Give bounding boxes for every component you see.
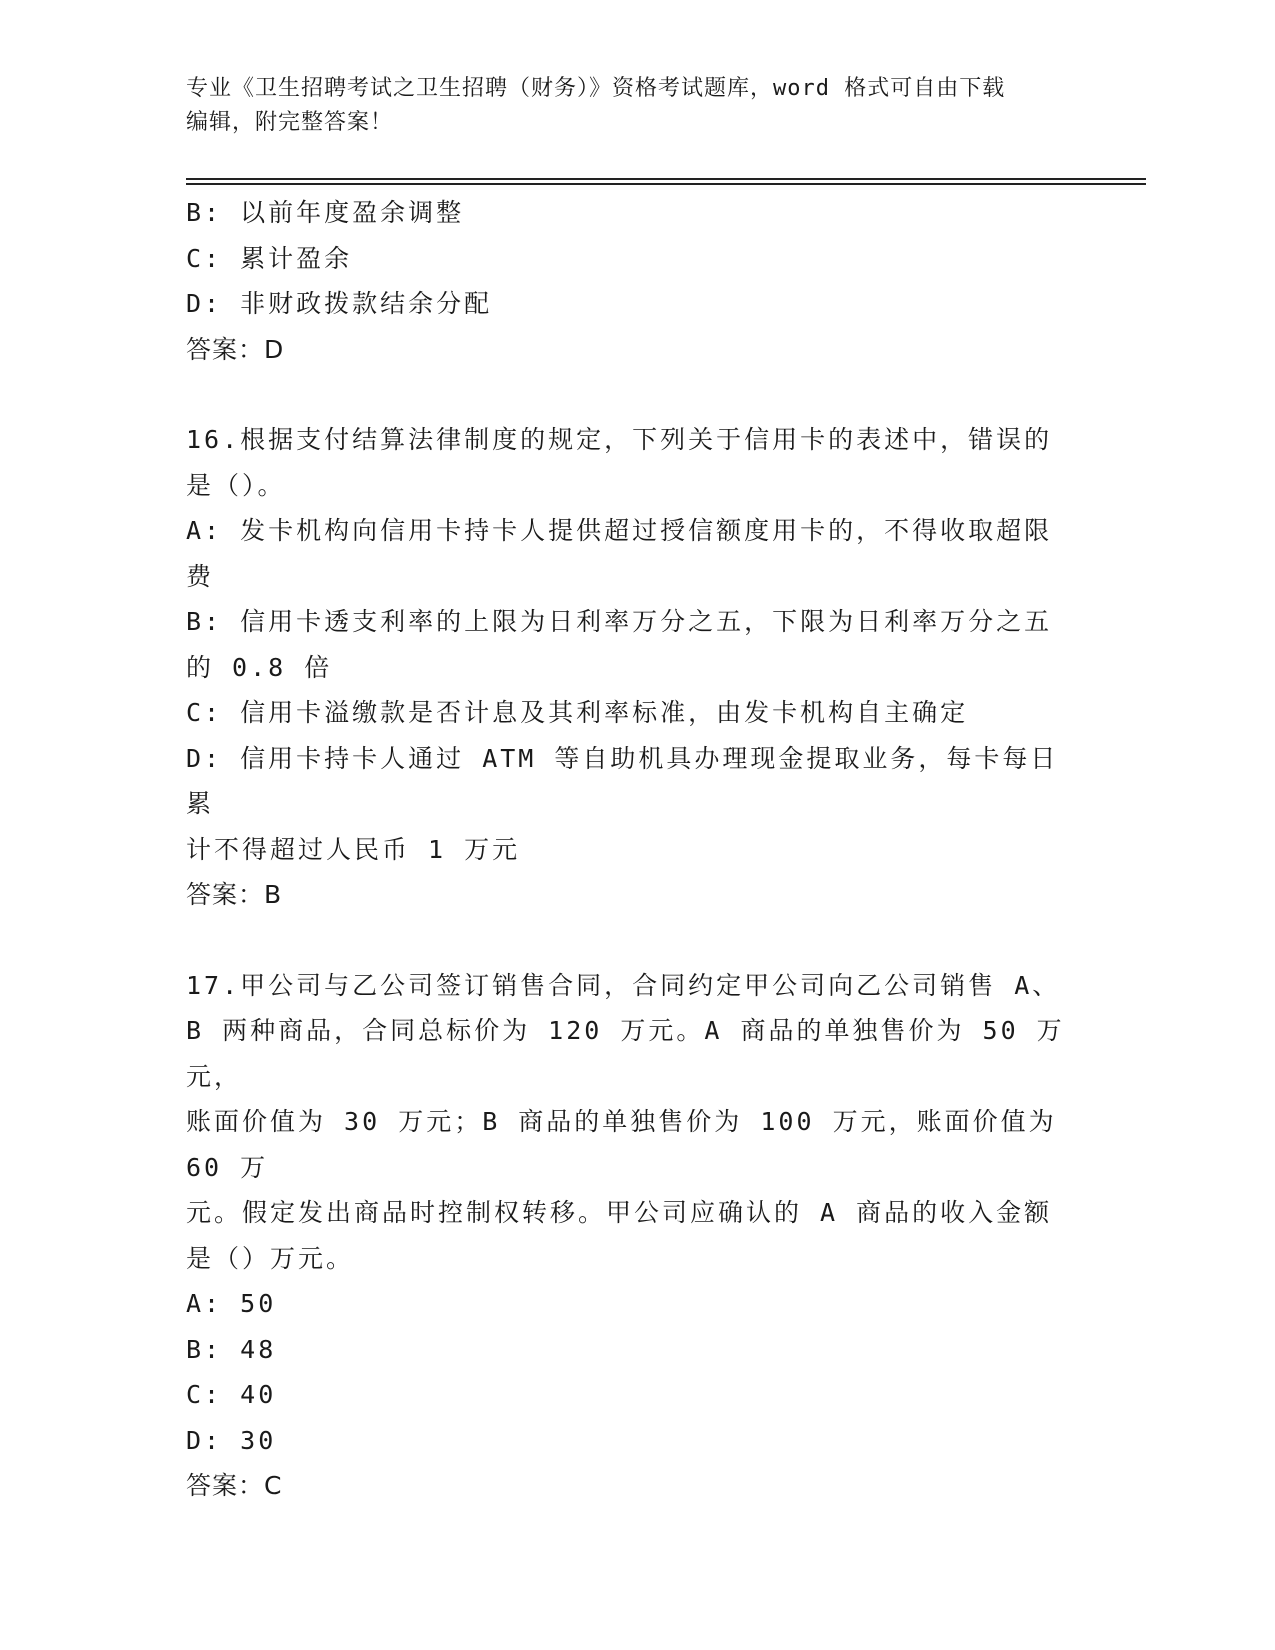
q16-option-c: C: 信用卡溢缴款是否计息及其利率标准，由发卡机构自主确定 [186, 698, 969, 727]
q17-stem-line-4: 元。假定发出商品时控制权转移。甲公司应确认的 A 商品的收入金额 [186, 1198, 1053, 1227]
q17-answer: 答案：C [186, 1471, 283, 1500]
header-divider-bottom [186, 183, 1146, 185]
question-content [186, 190, 1086, 1509]
spacer [186, 918, 1086, 963]
q16-option-b-line-1: B: 信用卡透支利率的上限为日利率万分之五，下限为日利率万分之五 [186, 607, 1053, 636]
q17-stem-line-1: 17.甲公司与乙公司签订销售合同，合同约定甲公司向乙公司销售 A、 [186, 970, 1061, 1000]
q15-answer: 答案：D [186, 334, 285, 364]
document-header [186, 72, 1066, 140]
q16-option-b-line-2: 的 0.8 倍 [186, 652, 333, 682]
q17-option-a: A: 50 [186, 1289, 277, 1318]
q16-answer: 答案：B [186, 880, 283, 909]
q16-option-a-line-1: A: 发卡机构向信用卡持卡人提供超过授信额度用卡的，不得收取超限 [186, 516, 1053, 545]
q16-option-a-line-2: 费 [186, 561, 215, 591]
q16-option-d-line-1: D: 信用卡持卡人通过 ATM 等自助机具办理现金提取业务，每卡每日累 [186, 743, 1059, 818]
spacer [186, 372, 1086, 417]
header-divider-top [186, 178, 1146, 180]
q16-stem-line-2: 是（）。 [186, 470, 286, 500]
q17-stem-line-5: 是（）万元。 [186, 1243, 355, 1273]
q17-option-b: B: 48 [186, 1334, 277, 1364]
q16-option-d-line-2: 计不得超过人民币 1 万元 [186, 834, 521, 864]
q16-stem-line-1: 16.根据支付结算法律制度的规定，下列关于信用卡的表述中，错误的 [186, 425, 1053, 454]
q15-option-d: D: 非财政拨款结余分配 [186, 289, 493, 318]
q17-stem-line-2: B 两种商品，合同总标价为 120 万元。A 商品的单独售价为 50 万元， [186, 1016, 1065, 1091]
q17-option-c: C: 40 [186, 1380, 277, 1409]
header-line-1: 专业《卫生招聘考试之卫生招聘（财务）》资格考试题库，word 格式可自由下载 [186, 76, 1006, 101]
q17-option-d: D: 30 [186, 1425, 277, 1455]
q15-option-c: C: 累计盈余 [186, 243, 353, 273]
header-line-2: 编辑，附完整答案！ [186, 110, 394, 135]
q15-option-b: B: 以前年度盈余调整 [186, 198, 465, 227]
q17-stem-line-3: 账面价值为 30 万元；B 商品的单独售价为 100 万元，账面价值为 60 万 [186, 1107, 1057, 1182]
